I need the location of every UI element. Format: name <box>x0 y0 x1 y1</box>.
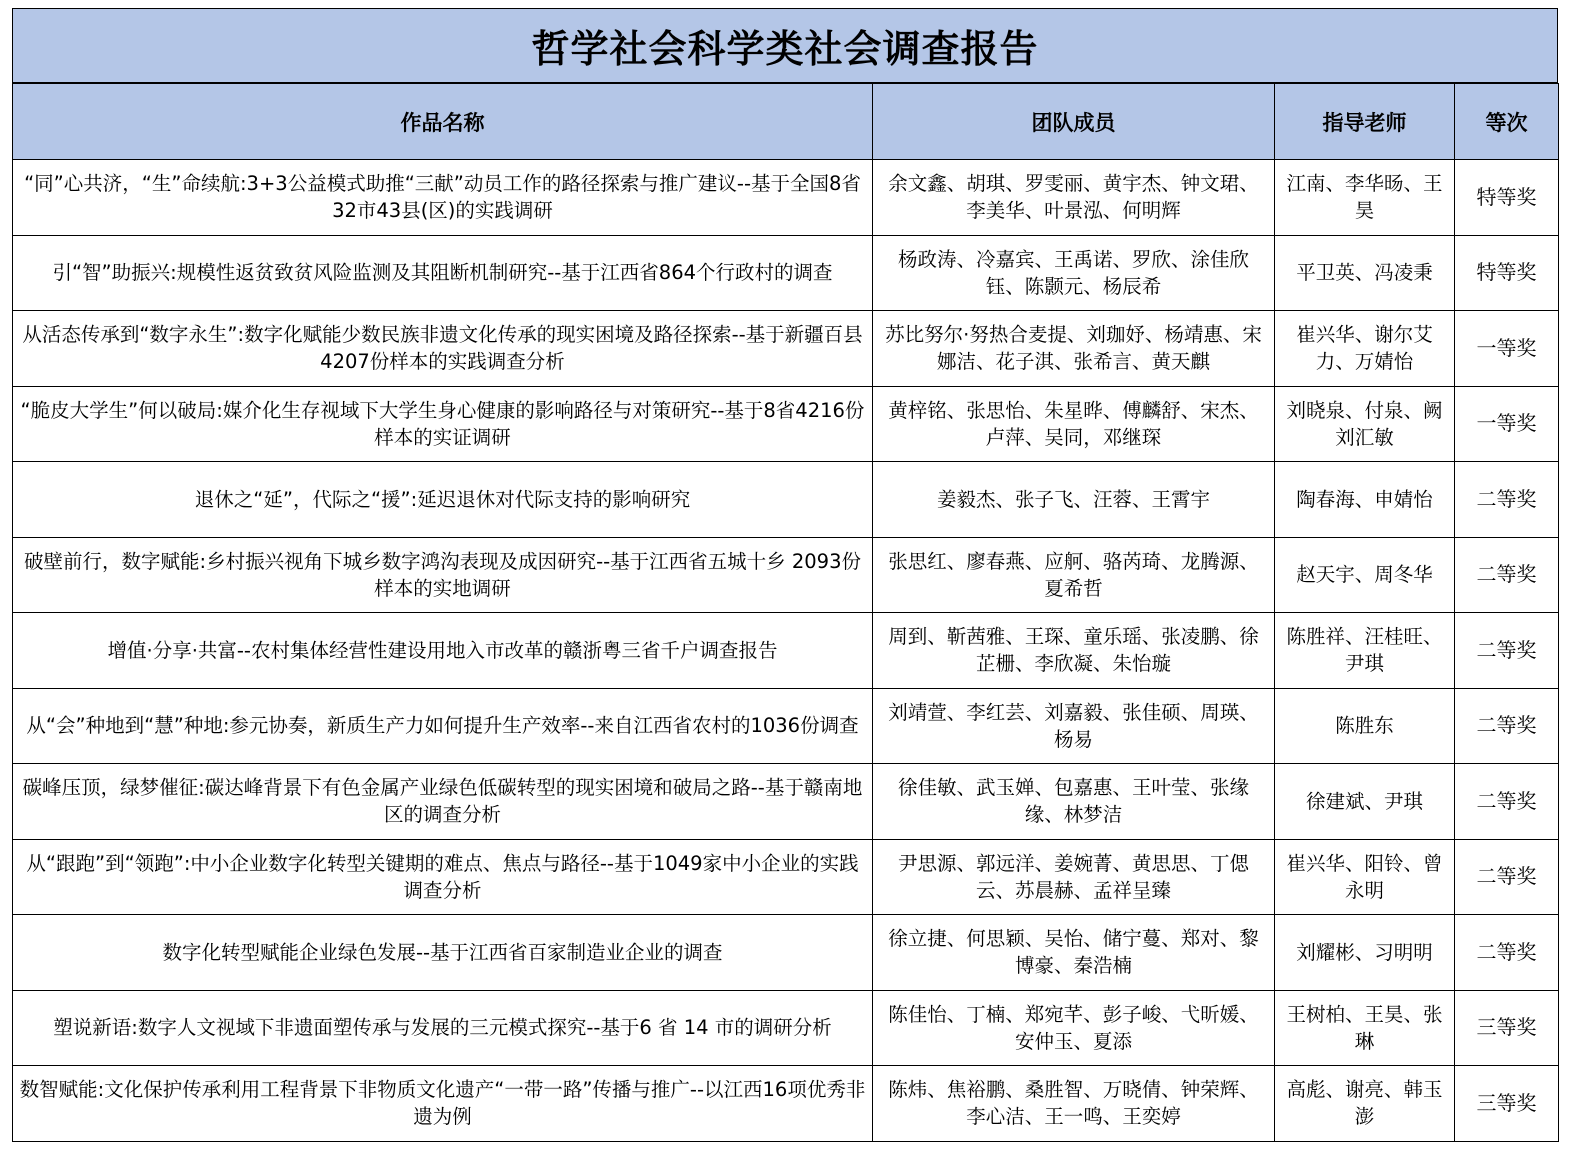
header-row <box>13 84 1559 160</box>
team-members-cell: 尹思源、郭远洋、姜婉菁、黄思思、丁偲云、苏晨赫、孟祥呈臻 <box>873 839 1275 915</box>
advisors-cell: 刘晓泉、付泉、阙刘汇敏 <box>1275 386 1455 462</box>
advisors-cell: 陈胜祥、汪桂旺、尹琪 <box>1275 613 1455 689</box>
award-level-cell: 三等奖 <box>1455 990 1559 1066</box>
table-row <box>13 613 1559 689</box>
team-members-cell: 陈炜、焦裕鹏、桑胜智、万晓倩、钟荣辉、李心洁、王一鸣、王奕婷 <box>873 1066 1275 1142</box>
work-name-cell: 从活态传承到“数字永生”:数字化赋能少数民族非遗文化传承的现实困境及路径探索--基于新疆百县4207份样本的实践调查分析 <box>13 311 873 387</box>
work-name-cell: “脆皮大学生”何以破局:媒介化生存视域下大学生身心健康的影响路径与对策研究--基于8省4216份样本的实证调研 <box>13 386 873 462</box>
advisors-cell: 陶春海、申婧怡 <box>1275 462 1455 538</box>
team-members-cell: 黄梓铭、张思怡、朱星晔、傅麟舒、宋杰、卢萍、吴同，邓继琛 <box>873 386 1275 462</box>
advisors-cell: 崔兴华、谢尔艾力、万婧怡 <box>1275 311 1455 387</box>
work-name-cell: 从“会”种地到“慧”种地:参元协奏，新质生产力如何提升生产效率--来自江西省农村的1036份调查 <box>13 688 873 764</box>
award-level-cell: 特等奖 <box>1455 235 1559 311</box>
table-row <box>13 311 1559 387</box>
award-level-cell: 一等奖 <box>1455 311 1559 387</box>
table-row <box>13 839 1559 915</box>
team-members-cell: 徐立捷、何思颖、吴怡、储宁蔓、郑对、黎博豪、秦浩楠 <box>873 915 1275 991</box>
award-level-cell: 二等奖 <box>1455 764 1559 840</box>
table-row <box>13 688 1559 764</box>
table-row <box>13 915 1559 991</box>
award-level-cell: 二等奖 <box>1455 537 1559 613</box>
team-members-cell: 苏比努尔·努热合麦提、刘珈妤、杨靖惠、宋娜洁、花子淇、张希言、黄天麒 <box>873 311 1275 387</box>
team-members-cell: 徐佳敏、武玉婵、包嘉惠、王叶莹、张缘缘、林梦洁 <box>873 764 1275 840</box>
work-name-cell: 数字化转型赋能企业绿色发展--基于江西省百家制造业企业的调查 <box>13 915 873 991</box>
table-row <box>13 462 1559 538</box>
award-level-cell: 二等奖 <box>1455 688 1559 764</box>
header-award-level: 等次 <box>1455 84 1559 160</box>
work-name-cell: 从“跟跑”到“领跑”:中小企业数字化转型关键期的难点、焦点与路径--基于1049家中小企业的实践调查分析 <box>13 839 873 915</box>
work-name-cell: 增值·分享·共富--农村集体经营性建设用地入市改革的赣浙粤三省千户调查报告 <box>13 613 873 689</box>
team-members-cell: 刘靖萱、李红芸、刘嘉毅、张佳硕、周瑛、杨易 <box>873 688 1275 764</box>
work-name-cell: 碳峰压顶，绿梦催征:碳达峰背景下有色金属产业绿色低碳转型的现实困境和破局之路--基于赣南地区的调查分析 <box>13 764 873 840</box>
header-work-name: 作品名称 <box>13 84 873 160</box>
sheet-title: 哲学社会科学类社会调查报告 <box>12 8 1558 83</box>
awards-table <box>12 83 1559 1142</box>
table-row <box>13 235 1559 311</box>
award-level-cell: 二等奖 <box>1455 839 1559 915</box>
team-members-cell: 余文鑫、胡琪、罗雯丽、黄宇杰、钟文珺、李美华、叶景泓、何明辉 <box>873 160 1275 236</box>
award-level-cell: 二等奖 <box>1455 915 1559 991</box>
advisors-cell: 高彪、谢亮、韩玉澎 <box>1275 1066 1455 1142</box>
team-members-cell: 周到、靳茜雅、王琛、童乐瑶、张凌鹏、徐芷栅、李欣凝、朱怡璇 <box>873 613 1275 689</box>
advisors-cell: 刘耀彬、习明明 <box>1275 915 1455 991</box>
work-name-cell: 数智赋能:文化保护传承利用工程背景下非物质文化遗产“一带一路”传播与推广--以江西16项优秀非遗为例 <box>13 1066 873 1142</box>
advisors-cell: 崔兴华、阳铃、曾永明 <box>1275 839 1455 915</box>
advisors-cell: 平卫英、冯凌秉 <box>1275 235 1455 311</box>
table-row <box>13 990 1559 1066</box>
table-row <box>13 160 1559 236</box>
work-name-cell: 塑说新语:数字人文视域下非遗面塑传承与发展的三元模式探究--基于6 省 14 市的调研分析 <box>13 990 873 1066</box>
advisors-cell: 赵天宇、周冬华 <box>1275 537 1455 613</box>
table-row <box>13 386 1559 462</box>
team-members-cell: 陈佳怡、丁楠、郑宛芊、彭子峻、弋昕媛、安仲玉、夏添 <box>873 990 1275 1066</box>
header-team-members: 团队成员 <box>873 84 1275 160</box>
advisors-cell: 江南、李华旸、王昊 <box>1275 160 1455 236</box>
advisors-cell: 徐建斌、尹琪 <box>1275 764 1455 840</box>
work-name-cell: 破壁前行，数字赋能:乡村振兴视角下城乡数字鸿沟表现及成因研究--基于江西省五城十乡 2093份样本的实地调研 <box>13 537 873 613</box>
work-name-cell: “同”心共济，“生”命续航:3+3公益模式助推“三献”动员工作的路径探索与推广建议--基于全国8省32市43县(区)的实践调研 <box>13 160 873 236</box>
advisors-cell: 王树柏、王昊、张琳 <box>1275 990 1455 1066</box>
award-level-cell: 特等奖 <box>1455 160 1559 236</box>
work-name-cell: 退休之“延”，代际之“援”:延迟退休对代际支持的影响研究 <box>13 462 873 538</box>
award-level-cell: 三等奖 <box>1455 1066 1559 1142</box>
header-advisors: 指导老师 <box>1275 84 1455 160</box>
report-sheet <box>12 8 1558 1142</box>
team-members-cell: 姜毅杰、张子飞、汪蓉、王霄宇 <box>873 462 1275 538</box>
team-members-cell: 张思红、廖春燕、应舸、骆芮琦、龙腾源、夏希哲 <box>873 537 1275 613</box>
team-members-cell: 杨政涛、冷嘉宾、王禹诺、罗欣、涂佳欣钰、陈颢元、杨辰希 <box>873 235 1275 311</box>
work-name-cell: 引“智”助振兴:规模性返贫致贫风险监测及其阻断机制研究--基于江西省864个行政村的调查 <box>13 235 873 311</box>
table-row <box>13 764 1559 840</box>
award-level-cell: 二等奖 <box>1455 613 1559 689</box>
table-row <box>13 1066 1559 1142</box>
advisors-cell: 陈胜东 <box>1275 688 1455 764</box>
award-level-cell: 一等奖 <box>1455 386 1559 462</box>
award-level-cell: 二等奖 <box>1455 462 1559 538</box>
table-row <box>13 537 1559 613</box>
